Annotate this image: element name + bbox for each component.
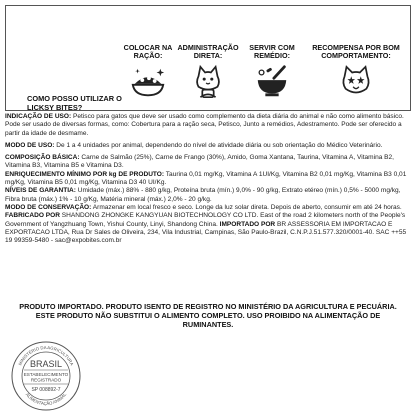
regulatory-notice: [18, 302, 398, 329]
section-label: NÍVEIS DE GARANTIA:: [5, 187, 76, 195]
mortar-pestle-icon: [253, 63, 291, 101]
section-text: Taurina 0,01 mg/Kg, Vitamina A 1UI/Kg, Vitamina B2 0,01 mg/Kg, Vitamina B3 0,01 mg/Kg, Vitamina B5 0,01 mg/Kg, Vitamina D3 40 UI/Kg.: [5, 170, 407, 187]
usage-item-label: ADMINISTRAÇÃO DIRETA:: [177, 43, 239, 60]
section-text: De 1 a 4 unidades por animal, dependendo do nível de atividade diária ou sob orientação do Médico Veterinário.: [54, 141, 383, 149]
usage-item-reward: [306, 44, 406, 101]
seal-top-arc: MINISTÉRIO DA AGRICULTURA: [17, 344, 75, 367]
section-text: Petisco para gatos que deve ser usado como complemento da dieta diária do animal e não como alimento básico. Pode ser usado de diversas formas, como: Cobertura para a ração seca, Petisco, Junto a remédios, Adestramento. Pode ser oferecido a partir da idade de desmame.: [5, 113, 404, 137]
section-text: SHANDONG ZHONGKE KANGYUAN BIOTECHNOLOGY CO LTD. East of the road 2 kilometers north of the People's Government of Yangzhuang Town, Yishui County, Linyi, Shandong China.: [5, 212, 406, 228]
product-information: [5, 113, 409, 245]
usage-item-label: RECOMPENSA POR BOM COMPORTAMENTO:: [312, 43, 400, 60]
seal-status-line: REGISTRADO: [30, 377, 62, 383]
section-label: IMPORTADO POR: [219, 220, 276, 228]
composition-section: [5, 154, 409, 245]
section-label: INDICAÇÃO DE USO:: [5, 113, 72, 120]
section-text: Umidade (máx.) 88% - 880 g/kg, Proteína bruta (mín.) 9,0% - 90 g/kg, Extrato etéreo (mín.) 0,5% - 5000 mg/kg, Fibra bruta (máx.) 1% - 10 g/Kg, Matéria mineral (máx.) 2,0% - 20 g/kg.: [5, 187, 401, 203]
seal-country: BRASIL: [29, 359, 63, 369]
seal-status-line: ESTABELECIMENTO: [23, 372, 69, 377]
seal-bottom-arc: ALIMENTAÇÃO ANIMAL: [24, 391, 68, 407]
registration-seal: [10, 340, 82, 412]
notice-line: PRODUTO IMPORTADO. PRODUTO ISENTO DE REGISTRO NO MINISTÉRIO DA AGRICULTURA E PECUÁRIA.: [19, 302, 397, 311]
usage-mode-section: [5, 142, 409, 150]
usage-item-label: SERVIR COM REMÉDIO:: [249, 43, 295, 60]
section-text: Carne de Salmão (25%), Carne de Frango (30%), Amido, Goma Xantana, Taurina, Vitamina A, Vitamina B2, Vitamina B3, Vitamina B5 e Vitamina D3.: [5, 154, 394, 170]
section-label: FABRICADO POR: [5, 212, 60, 220]
usage-item-medicine: [237, 44, 307, 101]
section-label: COMPOSIÇÃO BÁSICA:: [5, 154, 80, 162]
section-text: Armazenar em local fresco e seco. Longe da luz solar direta. Depois de aberto, consumir em até 24 horas.: [91, 203, 402, 211]
indication-section: [5, 113, 409, 138]
usage-item-label: COLOCAR NA RAÇÃO:: [123, 43, 173, 60]
star-eyes-cat-icon: [337, 63, 375, 101]
usage-question: COMO POSSO UTILIZAR O LICKSY BITES?: [27, 94, 122, 112]
seal-code: SP 008892-7: [31, 387, 61, 393]
section-label: ENRIQUECIMENTO MÍNIMO POR kg DE PRODUTO:: [5, 170, 165, 178]
cat-with-treat-icon: [189, 63, 227, 101]
section-text: BR ASSESSORIA EM IMPORTACAO E EXPORTACAO LTDA, Rua Dr Sales de Oliveira, 234, Vila Industrial, Campinas, São Paulo-Brazil, C.N.P.J.51.577.320/0001-40. SAC ++55 19 99359-5480 - sac@expobites.com.br: [5, 220, 407, 245]
usage-item-direct: [173, 44, 243, 101]
notice-line: ESTE PRODUTO NÃO SUBSTITUI O ALIMENTO COMPLETO. USO PROIBIDO NA ALIMENTAÇÃO DE RUMINANTES.: [35, 311, 381, 329]
section-label: MODO DE USO:: [5, 141, 55, 149]
section-label: MODO DE CONSERVAÇÃO:: [5, 203, 92, 211]
food-bowl-sparkle-icon: [129, 63, 167, 101]
